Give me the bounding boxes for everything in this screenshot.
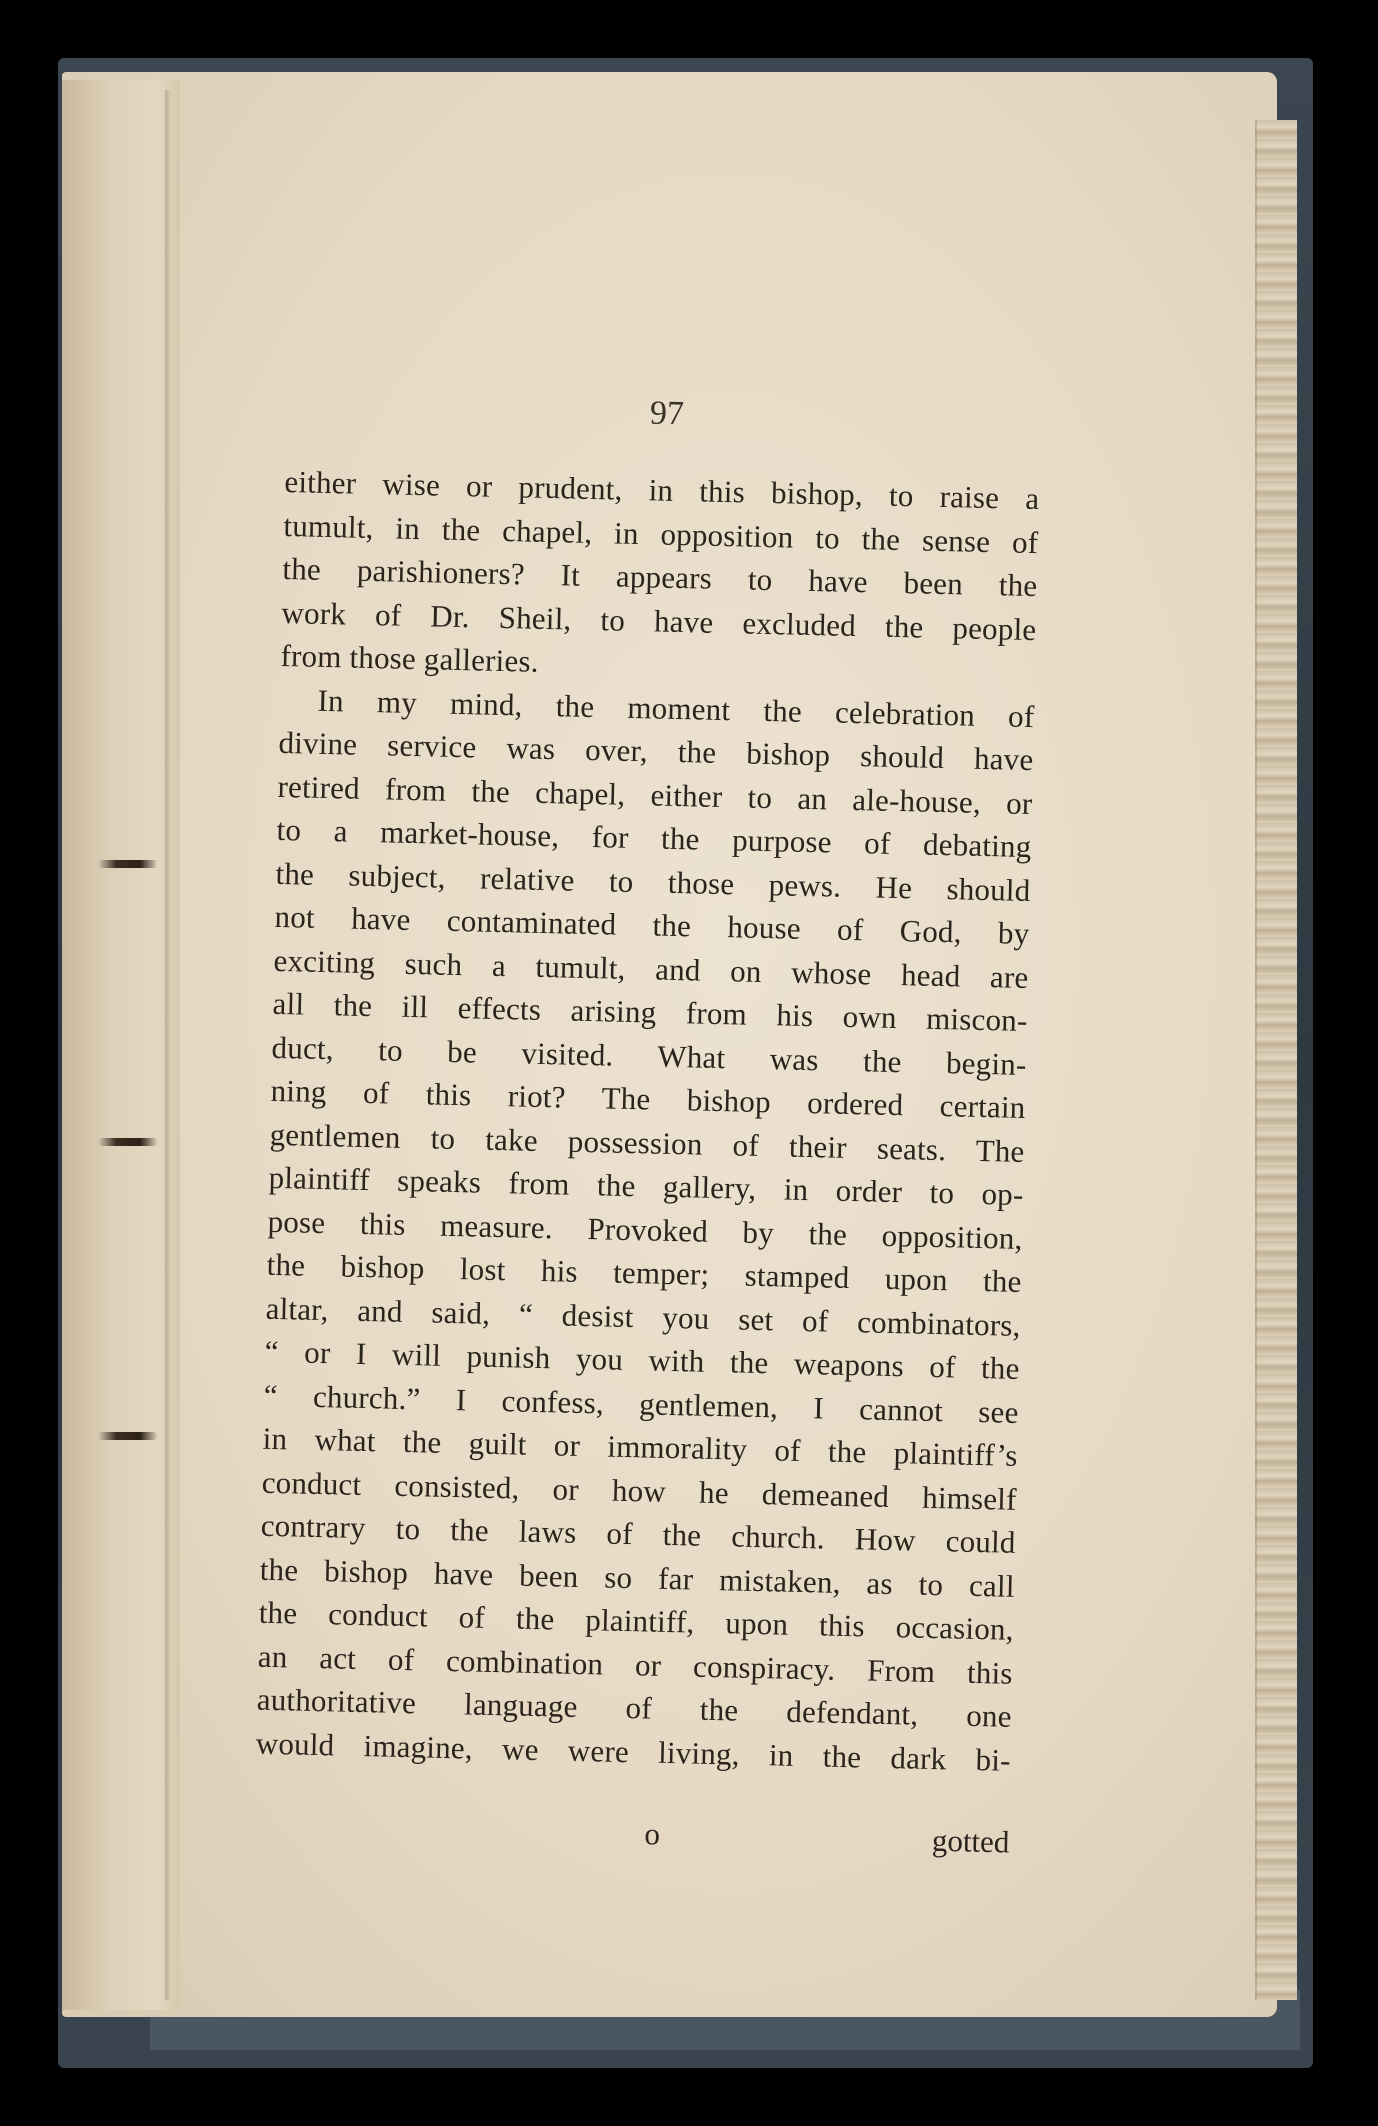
text-line: all the ill effects arising from his own miscon- — [272, 985, 1028, 1038]
ragged-page-edges — [1255, 120, 1297, 2000]
text-line: the bishop have been so far mistaken, as to call — [259, 1551, 1016, 1604]
page-number: 97 — [649, 394, 685, 433]
catchword: gotted — [931, 1822, 1010, 1860]
text-line: the parishioners? It appears to have been the — [282, 550, 1038, 604]
text-line: exciting such a tumult, and on whose head are — [273, 942, 1029, 995]
text-line: pose this measure. Provoked by the opposition, — [267, 1203, 1023, 1256]
binding-stitch — [98, 1138, 158, 1146]
text-line: plaintiff speaks from the gallery, in order to op- — [268, 1159, 1024, 1212]
binding-stitch — [98, 860, 158, 868]
text-line: an act of combination or conspiracy. From this — [257, 1638, 1014, 1691]
signature-mark: o — [644, 1816, 661, 1852]
gutter-shadow — [165, 90, 171, 2000]
body-text — [255, 460, 1039, 1782]
binding-stitch — [98, 1432, 158, 1440]
text-line: authoritative language of the defendant, one — [256, 1681, 1013, 1734]
text-line: In my mind, the moment the celebration of — [317, 682, 1035, 734]
binding-gutter — [62, 80, 180, 2010]
text-line: in what the guilt or immorality of the plaintiff’s — [262, 1420, 1019, 1473]
text-line: the subject, relative to those pews. He should — [275, 855, 1031, 908]
text-line: would imagine, we were living, in the dark bi- — [255, 1725, 1012, 1778]
text-line: “ or I will punish you with the weapons of the — [264, 1333, 1020, 1386]
text-line: contrary to the laws of the church. How could — [260, 1507, 1017, 1560]
text-line: conduct consisted, or how he demeaned himself — [261, 1464, 1018, 1517]
text-line: work of Dr. Sheil, to have excluded the people — [281, 594, 1037, 647]
text-line: “ church.” I confess, gentlemen, I cannot see — [263, 1377, 1019, 1430]
text-line: from those galleries. — [280, 637, 540, 679]
text-line: altar, and said, “ desist you set of combinators, — [265, 1290, 1021, 1343]
text-line: either wise or prudent, in this bishop, to raise a — [284, 463, 1040, 517]
text-line: gentlemen to take possession of their seats. The — [269, 1116, 1025, 1169]
text-line: duct, to be visited. What was the begin- — [271, 1029, 1027, 1082]
text-line: retired from the chapel, either to an ale-house, or — [277, 768, 1033, 821]
text-line: the conduct of the plaintiff, upon this occasion, — [258, 1594, 1015, 1647]
text-line: to a market-house, for the purpose of debating — [276, 811, 1032, 865]
text-line: tumult, in the chapel, in opposition to the sense of — [283, 507, 1039, 560]
text-line: divine service was over, the bishop should have — [278, 724, 1034, 778]
text-line: the bishop lost his temper; stamped upon the — [266, 1246, 1022, 1299]
text-line: ning of this riot? The bishop ordered certain — [270, 1072, 1026, 1125]
text-line: not have contaminated the house of God, by — [274, 898, 1030, 952]
